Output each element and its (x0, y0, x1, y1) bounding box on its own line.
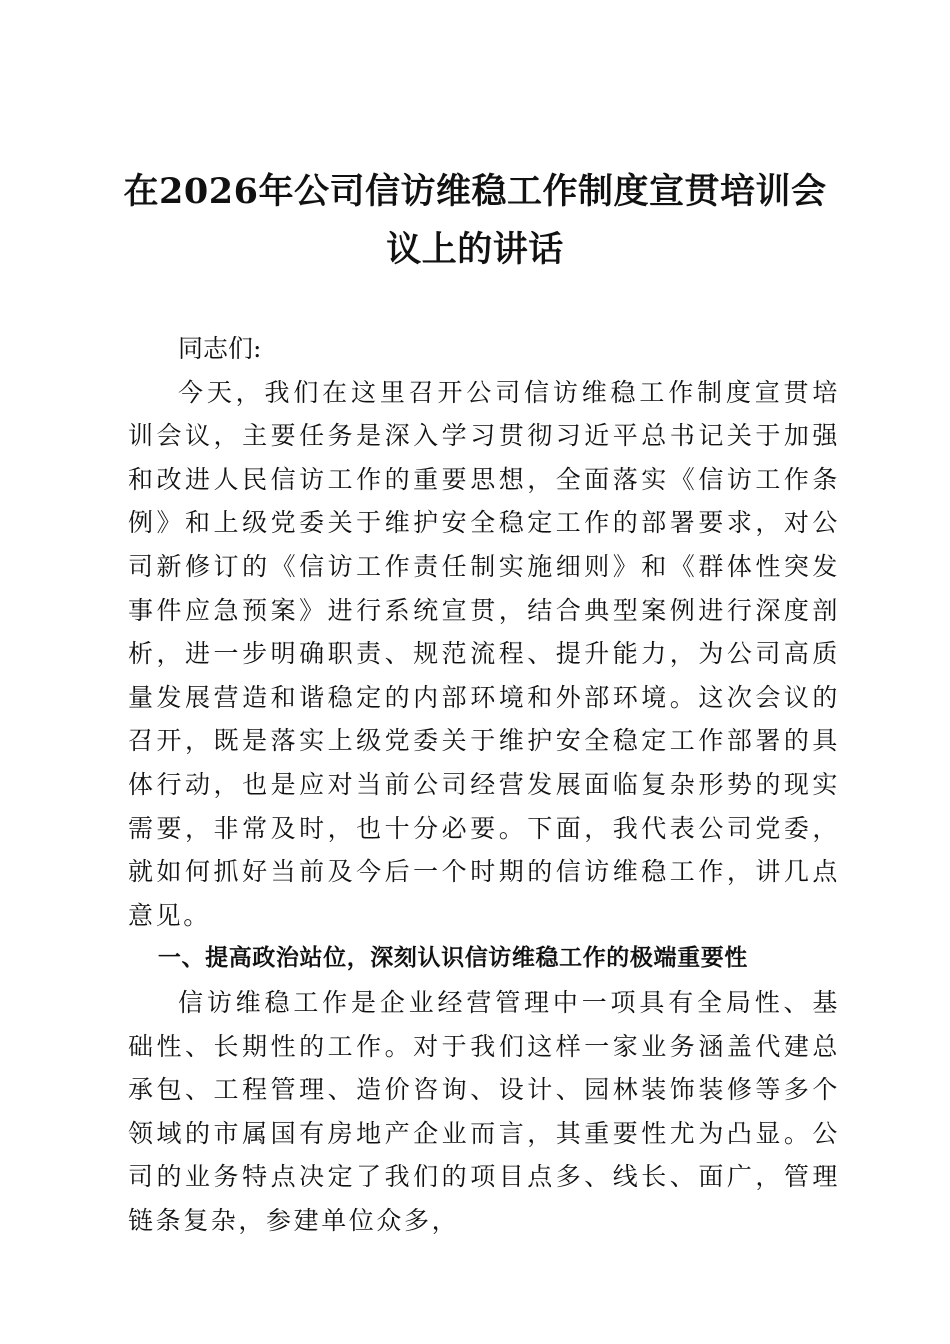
document-body (128, 327, 840, 1242)
title-line-1: 在2026年公司信访维稳工作制度宣贯培训会 (123, 171, 827, 212)
title-line-2: 议上的讲话 (386, 229, 564, 270)
salutation: 同志们: (178, 334, 262, 363)
document-title (120, 163, 830, 279)
paragraph-intro: 今天，我们在这里召开公司信访维稳工作制度宣贯培训会议，主要任务是深入学习贯彻习近平总书记关于加强和改进人民信访工作的重要思想，全面落实《信访工作条例》和上级党委关于维护安全稳定工作的部署要求，对公司新修订的《信访工作责任制实施细则》和《群体性突发事件应急预案》进行系统宣贯，结合典型案例进行深度剖析，进一步明确职责、规范流程、提升能力，为公司高质量发展营造和谐稳定的内部环境和外部环境。这次会议的召开，既是落实上级党委关于维护安全稳定工作部署的具体行动，也是应对当前公司经营发展面临复杂形势的现实需要，非常及时，也十分必要。下面，我代表公司党委，就如何抓好当前及今后一个时期的信访维稳工作，讲几点意见。 (128, 377, 840, 930)
paragraph-section-1: 信访维稳工作是企业经营管理中一项具有全局性、基础性、长期性的工作。对于我们这样一家业务涵盖代建总承包、工程管理、造价咨询、设计、园林装饰装修等多个领域的市属国有房地产企业而言，其重要性尤为凸显。公司的业务特点决定了我们的项目点多、线长、面广，管理链条复杂，参建单位众多， (128, 987, 840, 1235)
section-heading-1: 一、提高政治站位，深刻认识信访维稳工作的极端重要性 (157, 945, 748, 972)
